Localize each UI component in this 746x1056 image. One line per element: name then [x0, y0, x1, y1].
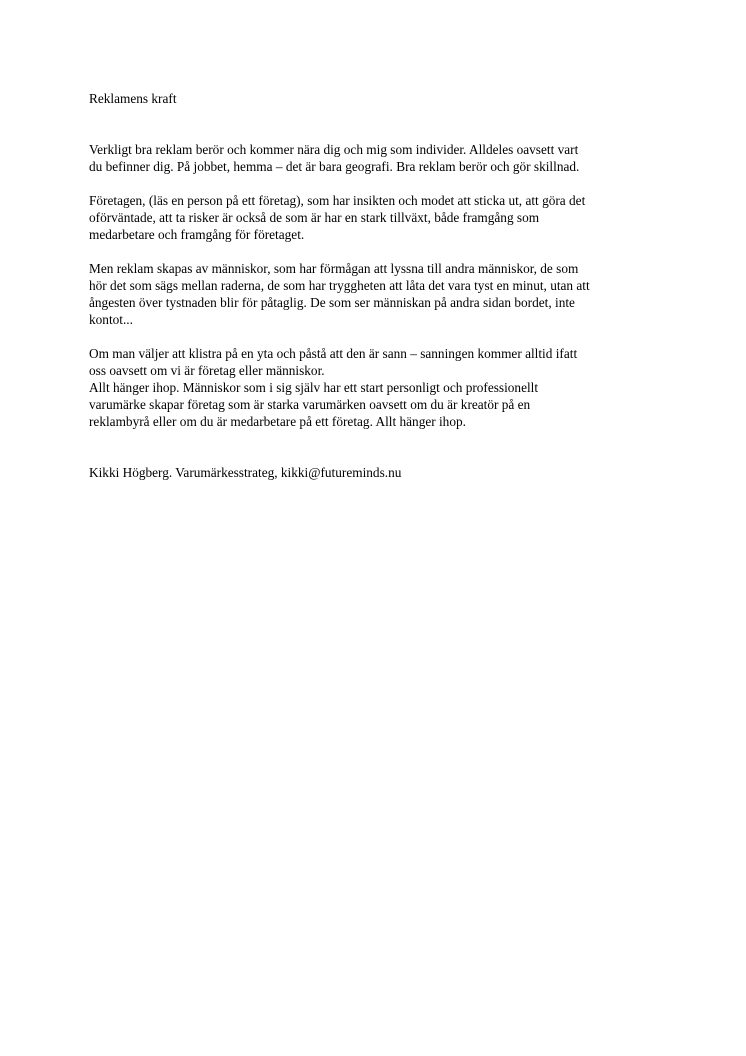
text-line: Allt hänger ihop. Människor som i sig själv har ett start personligt och professionellt: [89, 380, 539, 395]
signature: Kikki Högberg. Varumärkesstrateg, kikki@futureminds.nu: [89, 465, 402, 480]
text-line: reklambyrå eller om du är medarbetare på ett företag. Allt hänger ihop.: [89, 414, 466, 429]
paragraph-4: [89, 345, 669, 379]
paragraph-3: [89, 260, 669, 328]
paragraph-2: [89, 192, 669, 243]
text-line: du befinner dig. På jobbet, hemma – det är bara geografi. Bra reklam berör och gör skillnad.: [89, 159, 580, 174]
text-line: hör det som sägs mellan raderna, de som har tryggheten att låta det vara tyst en minut, utan att: [89, 278, 590, 293]
text-line: Om man väljer att klistra på en yta och påstå att den är sann – sanningen kommer alltid ifatt: [89, 346, 578, 361]
paragraph-1: [89, 141, 669, 175]
text-line: ångesten över tystnaden blir för påtaglig. De som ser människan på andra sidan bordet, inte: [89, 295, 575, 310]
text-line: Verkligt bra reklam berör och kommer nära dig och mig som individer. Alldeles oavsett vart: [89, 142, 579, 157]
text-line: oss oavsett om vi är företag eller människor.: [89, 363, 325, 378]
text-line: oförväntade, att ta risker är också de som är har en stark tillväxt, både framgång som: [89, 210, 540, 225]
text-line: Företagen, (läs en person på ett företag), som har insikten och modet att sticka ut, att göra det: [89, 193, 586, 208]
document-body: [89, 90, 669, 481]
paragraph-5: [89, 379, 669, 430]
text-line: Men reklam skapas av människor, som har förmågan att lyssna till andra människor, de som: [89, 261, 579, 276]
document-title: Reklamens kraft: [89, 91, 177, 106]
text-line: medarbetare och framgång för företaget.: [89, 227, 305, 242]
text-line: varumärke skapar företag som är starka varumärken oavsett om du är kreatör på en: [89, 397, 531, 412]
text-line: kontot...: [89, 312, 133, 327]
